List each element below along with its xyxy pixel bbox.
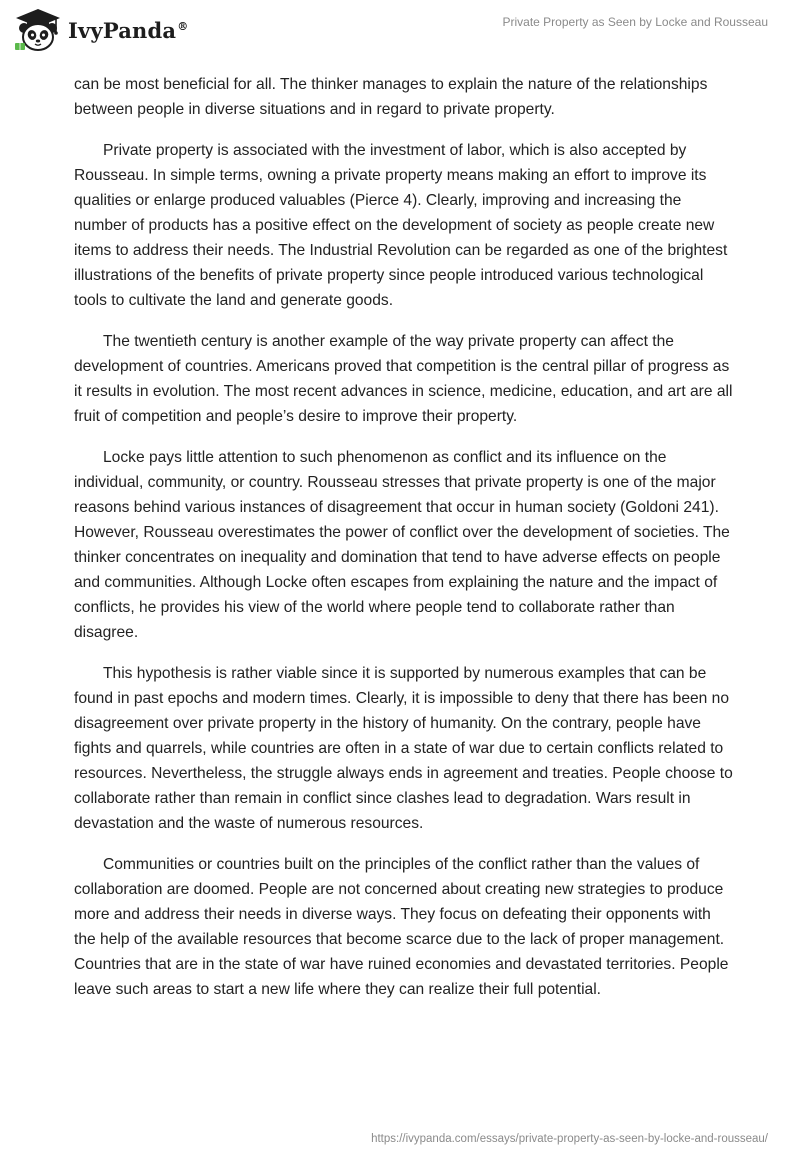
brand-logo-link[interactable] bbox=[14, 8, 188, 52]
paragraph: This hypothesis is rather viable since it is supported by numerous examples that can be found in past epochs and modern times. Clearly, it is impossible to deny that there has been no disagreement over private property in the history of humanity. On the contrary, people have fights and quarrels, while countries are often in a state of war due to certain conflicts related to resources. Nevertheless, the struggle always ends in agreement and treaties. People choose to collaborate rather than remain in conflict since clashes lead to degradation. Wars result in devastation and the waste of numerous resources. bbox=[74, 665, 733, 832]
document-title: Private Property as Seen by Locke and Rousseau bbox=[502, 15, 768, 29]
paragraph: Communities or countries built on the principles of the conflict rather than the values of collaboration are doomed. People are not concerned about creating new strategies to produce more and address their needs in diverse ways. They focus on defeating their opponents with the help of the available resources that become scarce due to the lack of proper management. Countries that are in the state of war have ruined economies and devastated territories. People leave such areas to start a new life where they can realize their full potential. bbox=[74, 856, 729, 998]
essay-body bbox=[74, 72, 734, 1018]
paragraph: Locke pays little attention to such phenomenon as conflict and its influence on the individual, community, or country. Rousseau stresses that private property is one of the major reasons behind various instances of disagreement that occur in human society (Goldoni 241). However, Rousseau overestimates the power of conflict over the development of societies. The thinker concentrates on inequality and domination that tend to have adverse effects on people and communities. Although Locke often escapes from explaining the nature and the impact of conflicts, he provides his view of the world where people tend to collaborate rather than disagree. bbox=[74, 449, 730, 641]
brand-name: IvyPanda® bbox=[68, 17, 189, 43]
page-header bbox=[0, 0, 800, 64]
paragraph: Private property is associated with the investment of labor, which is also accepted by Rousseau. In simple terms, owning a private property means making an effort to improve its qualities or enlarge produced valuables (Pierce 4). Clearly, improving and increasing the number of products has a positive effect on the development of society as people create new items to address their needs. The Industrial Revolution can be regarded as one of the brightest illustrations of the benefits of private property since people introduced various technological tools to cultivate the land and generate goods. bbox=[74, 142, 728, 309]
registered-mark: ® bbox=[177, 19, 189, 33]
source-url-link[interactable]: https://ivypanda.com/essays/private-property-as-seen-by-locke-and-rousseau/ bbox=[371, 1133, 768, 1145]
panda-graduate-logo-icon bbox=[14, 8, 62, 52]
paragraph: can be most beneficial for all. The thinker manages to explain the nature of the relationships between people in diverse situations and in regard to private property. bbox=[74, 76, 708, 118]
paragraph: The twentieth century is another example of the way private property can affect the development of countries. Americans proved that competition is the central pillar of progress as it results in evolution. The most recent advances in science, medicine, education, and art are all fruit of competition and people’s desire to improve their property. bbox=[74, 333, 733, 425]
